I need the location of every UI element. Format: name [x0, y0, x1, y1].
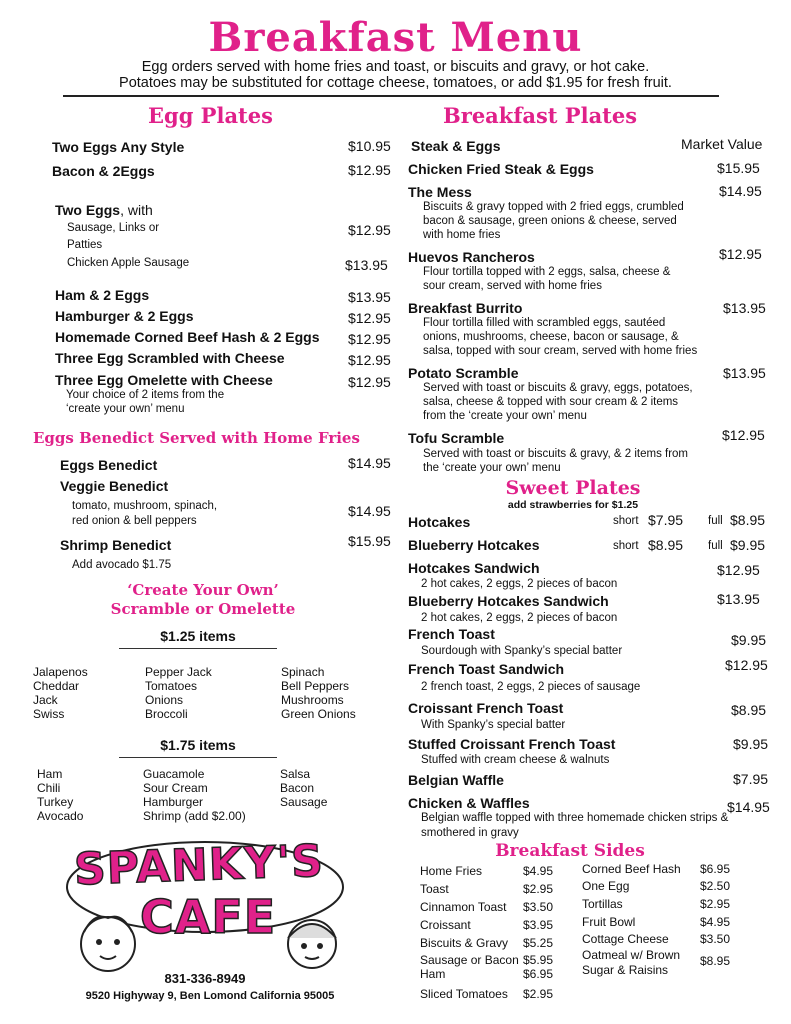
- the-mess: The Mess: [408, 184, 472, 200]
- hotcakes-sandwich-price: $12.95: [717, 562, 760, 578]
- veggie-benedict-price: $14.95: [348, 503, 391, 519]
- eggs-benedict: Eggs Benedict: [60, 457, 158, 473]
- items-175-heading: $1.75 items: [160, 737, 236, 753]
- spankys-cafe-logo: [60, 832, 350, 972]
- topping: Sausage: [280, 795, 328, 809]
- blueberry-hotcakes-sandwich-desc: 2 hot cakes, 2 eggs, 2 pieces of bacon: [421, 612, 618, 624]
- desc-line: Served with toast or biscuits & gravy, & 2 items from: [423, 448, 689, 460]
- potato-scramble-price: $13.95: [723, 365, 766, 381]
- header-divider: [63, 95, 719, 97]
- french-toast-sandwich-desc: 2 french toast, 2 eggs, 2 pieces of sausage: [421, 681, 641, 693]
- chicken-fried-steak: Chicken Fried Steak & Eggs: [408, 161, 594, 177]
- topping: Green Onions: [281, 707, 356, 721]
- the-mess-desc: [423, 200, 684, 242]
- french-toast-sandwich: French Toast Sandwich: [408, 661, 565, 677]
- huevos-rancheros-desc: [423, 265, 670, 293]
- blueberry-full-price: $9.95: [730, 537, 766, 553]
- side-item: Sugar & Raisins: [582, 963, 669, 977]
- blueberry-short-price: $8.95: [648, 537, 684, 553]
- chicken-apple-sausage: Chicken Apple Sausage: [67, 257, 190, 269]
- items-125-col-3: [281, 665, 356, 721]
- stuffed-croissant-french-toast-desc: Stuffed with cream cheese & walnuts: [421, 754, 610, 766]
- veggie-benedict-desc-2: red onion & bell peppers: [72, 515, 197, 527]
- chicken-fried-steak-price: $15.95: [717, 160, 760, 176]
- breakfast-plates-heading: Breakfast Plates: [443, 103, 638, 128]
- topping: Mushrooms: [281, 693, 344, 707]
- omelette-desc-line-1: Your choice of 2 items from the: [66, 389, 225, 401]
- omelette-desc-line-2: ‘create your own’ menu: [66, 403, 185, 415]
- items-125-heading: $1.25 items: [160, 628, 236, 644]
- topping: Swiss: [33, 707, 65, 721]
- desc-line: Biscuits & gravy topped with 2 fried eggs, crumbled: [423, 201, 684, 213]
- veggie-benedict-desc-1: tomato, mushroom, spinach,: [72, 500, 218, 512]
- items-175-col-1: [37, 767, 83, 823]
- three-egg-scrambled-price: $12.95: [348, 352, 391, 368]
- side-price: $2.95: [523, 987, 554, 1001]
- topping: Chili: [37, 781, 61, 795]
- topping: Onions: [145, 693, 184, 707]
- desc-line: with home fries: [423, 229, 501, 241]
- hotcakes-full-label: full: [708, 515, 723, 527]
- items-125-col-2: [145, 665, 212, 721]
- hotcakes: Hotcakes: [408, 514, 471, 530]
- phone-number: 831-336-8949: [164, 971, 246, 986]
- ham-eggs-price: $13.95: [348, 289, 391, 305]
- strawberries-note: add strawberries for $1.25: [507, 499, 639, 511]
- side-item: Cinnamon Toast: [420, 900, 507, 914]
- french-toast: French Toast: [408, 626, 495, 642]
- blueberry-hotcakes-sandwich-price: $13.95: [717, 591, 760, 607]
- desc-line: Flour tortilla topped with 2 eggs, salsa, cheese &: [423, 266, 671, 278]
- side-item: Corned Beef Hash: [582, 862, 681, 876]
- hotcakes-full-price: $8.95: [730, 512, 766, 528]
- desc-line: salsa, cheese & topped with sour cream & 2 items: [423, 396, 679, 408]
- two-eggs-any-style: Two Eggs Any Style: [52, 139, 185, 155]
- side-price: $4.95: [523, 864, 554, 878]
- desc-line: the ‘create your own’ menu: [423, 462, 561, 474]
- side-item: Oatmeal w/ Brown: [582, 948, 681, 962]
- potato-scramble-desc: [423, 381, 693, 423]
- side-price: $3.50: [523, 900, 554, 914]
- desc-line: Served with toast or biscuits & gravy, eggs, potatoes,: [423, 382, 693, 394]
- ham-eggs: Ham & 2 Eggs: [55, 287, 150, 303]
- side-price: $6.95: [523, 967, 554, 981]
- corned-beef-hash-eggs-price: $12.95: [348, 331, 391, 347]
- side-price: $3.95: [523, 918, 554, 932]
- blueberry-hotcakes-sandwich: Blueberry Hotcakes Sandwich: [408, 593, 609, 609]
- the-mess-price: $14.95: [719, 183, 762, 199]
- chicken-waffles-price: $14.95: [727, 799, 770, 815]
- tofu-scramble-price: $12.95: [722, 427, 765, 443]
- sweet-plates-heading: Sweet Plates: [505, 477, 641, 499]
- side-price: $2.95: [700, 897, 731, 911]
- kid-face-right-icon: [288, 920, 336, 968]
- huevos-rancheros: Huevos Rancheros: [408, 249, 535, 265]
- side-price: $2.95: [523, 882, 554, 896]
- chicken-waffles: Chicken & Waffles: [408, 795, 530, 811]
- french-toast-sandwich-price: $12.95: [725, 657, 768, 673]
- topping: Salsa: [280, 767, 311, 781]
- topping: Ham: [37, 767, 63, 781]
- french-toast-price: $9.95: [731, 632, 767, 648]
- side-price: $3.50: [700, 932, 731, 946]
- topping: Avocado: [37, 809, 84, 823]
- croissant-french-toast: Croissant French Toast: [408, 700, 564, 716]
- topping: Cheddar: [33, 679, 80, 693]
- bacon-eggs-price: $12.95: [348, 162, 391, 178]
- logo-line-1: SPANKY'S: [73, 835, 325, 896]
- address: 9520 Highyway 9, Ben Lomond California 95005: [85, 990, 335, 1002]
- side-item: Home Fries: [420, 864, 483, 878]
- sausage-option-line-2: Patties: [67, 239, 103, 251]
- side-price: $5.95: [523, 953, 554, 967]
- side-price: $2.50: [700, 879, 731, 893]
- two-eggs-any-style-price: $10.95: [348, 138, 391, 154]
- topping: Shrimp (add $2.00): [143, 809, 246, 823]
- topping: Bell Peppers: [281, 679, 350, 693]
- stuffed-croissant-french-toast-price: $9.95: [733, 736, 769, 752]
- potato-scramble: Potato Scramble: [408, 365, 519, 381]
- shrimp-benedict: Shrimp Benedict: [60, 537, 172, 553]
- create-your-own-heading-2: Scramble or Omelette: [110, 600, 296, 618]
- items-175-col-3: [280, 767, 327, 809]
- hotcakes-short-price: $7.95: [648, 512, 684, 528]
- hamburger-eggs: Hamburger & 2 Eggs: [55, 308, 194, 324]
- subtitle-line-2: Potatoes may be substituted for cottage cheese, tomatoes, or add $1.95 for fresh fruit.: [119, 75, 672, 91]
- corned-beef-hash-eggs: Homemade Corned Beef Hash & 2 Eggs: [55, 329, 320, 345]
- hamburger-eggs-price: $12.95: [348, 310, 391, 326]
- belgian-waffle-price: $7.95: [733, 771, 769, 787]
- stuffed-croissant-french-toast: Stuffed Croissant French Toast: [408, 736, 616, 752]
- breakfast-sides-heading: Breakfast Sides: [495, 841, 645, 861]
- topping: Jack: [33, 693, 58, 707]
- hotcakes-short-label: short: [613, 515, 639, 527]
- chicken-apple-sausage-price: $13.95: [345, 257, 388, 273]
- desc-line: salsa, topped with sour cream, served with home fries: [423, 345, 698, 357]
- belgian-waffle: Belgian Waffle: [408, 772, 504, 788]
- side-item: Croissant: [420, 918, 471, 932]
- two-eggs-with-name: Two Eggs: [55, 202, 121, 218]
- topping: Sour Cream: [143, 781, 208, 795]
- desc-line: onions, mushrooms, cheese, bacon or sausage, &: [423, 331, 679, 343]
- side-price: $8.95: [700, 954, 731, 968]
- page-title: Breakfast Menu: [208, 14, 583, 61]
- side-item: Cottage Cheese: [582, 932, 669, 946]
- breakfast-burrito-desc: [423, 316, 697, 358]
- topping: Guacamole: [143, 767, 205, 781]
- three-egg-scrambled: Three Egg Scrambled with Cheese: [55, 350, 285, 366]
- desc-line: from the ‘create your own’ menu: [423, 410, 587, 422]
- desc-line: Flour tortilla filled with scrambled eggs, sautéed: [423, 317, 666, 329]
- topping: Broccoli: [145, 707, 188, 721]
- huevos-rancheros-price: $12.95: [719, 246, 762, 262]
- shrimp-benedict-price: $15.95: [348, 533, 391, 549]
- desc-line: sour cream, served with home fries: [423, 280, 602, 292]
- items-175-col-2: [143, 767, 246, 823]
- items-175-underline: [119, 757, 277, 758]
- three-egg-omelette: Three Egg Omelette with Cheese: [55, 372, 273, 388]
- croissant-french-toast-desc: With Spanky’s special batter: [421, 719, 566, 731]
- two-eggs-with: [55, 202, 153, 218]
- kid-face-left-icon: [81, 917, 135, 971]
- desc-line: bacon & sausage, green onions & cheese, served: [423, 215, 677, 227]
- add-avocado: Add avocado $1.75: [72, 559, 172, 571]
- topping: Tomatoes: [145, 679, 198, 693]
- topping: Turkey: [37, 795, 74, 809]
- eggs-benedict-price: $14.95: [348, 455, 391, 471]
- benedict-heading: Eggs Benedict Served with Home Fries: [33, 429, 360, 447]
- subtitle-line-1: Egg orders served with home fries and toast, or biscuits and gravy, or hot cake.: [141, 59, 650, 75]
- side-item: Ham: [420, 967, 446, 981]
- steak-eggs-price: Market Value: [681, 136, 763, 152]
- tofu-scramble-desc: [423, 447, 688, 475]
- side-item: Fruit Bowl: [582, 915, 636, 929]
- topping: Jalapenos: [33, 665, 88, 679]
- side-item: Toast: [420, 882, 449, 896]
- blueberry-full-label: full: [708, 540, 723, 552]
- chicken-waffles-desc-1: Belgian waffle topped with three homemade chicken strips &: [421, 812, 729, 824]
- blueberry-short-label: short: [613, 540, 639, 552]
- two-eggs-with-suffix: , with: [120, 202, 153, 218]
- side-item: Sausage or Bacon: [420, 953, 519, 967]
- three-egg-omelette-price: $12.95: [348, 374, 391, 390]
- breakfast-burrito-price: $13.95: [723, 300, 766, 316]
- sausage-option-price: $12.95: [348, 222, 391, 238]
- topping: Hamburger: [143, 795, 204, 809]
- croissant-french-toast-price: $8.95: [731, 702, 767, 718]
- veggie-benedict: Veggie Benedict: [60, 478, 169, 494]
- logo-line-2: CAFE: [140, 890, 277, 944]
- side-price: $6.95: [700, 862, 731, 876]
- items-125-underline: [119, 648, 277, 649]
- sausage-option-line-1: Sausage, Links or: [67, 222, 160, 234]
- tofu-scramble: Tofu Scramble: [408, 430, 505, 446]
- side-item: Biscuits & Gravy: [420, 936, 509, 950]
- breakfast-burrito: Breakfast Burrito: [408, 300, 523, 316]
- steak-eggs: Steak & Eggs: [411, 138, 501, 154]
- topping: Spinach: [281, 665, 325, 679]
- items-125-col-1: [33, 665, 88, 721]
- chicken-waffles-desc-2: smothered in gravy: [421, 827, 519, 839]
- topping: Bacon: [280, 781, 315, 795]
- blueberry-hotcakes: Blueberry Hotcakes: [408, 537, 540, 553]
- side-item: Sliced Tomatoes: [420, 987, 508, 1001]
- french-toast-desc: Sourdough with Spanky’s special batter: [421, 645, 623, 657]
- egg-plates-heading: Egg Plates: [148, 103, 273, 128]
- hotcakes-sandwich: Hotcakes Sandwich: [408, 560, 540, 576]
- side-price: $5.25: [523, 936, 554, 950]
- create-your-own-heading-1: ‘Create Your Own’: [127, 581, 279, 599]
- topping: Pepper Jack: [145, 665, 212, 679]
- side-item: Tortillas: [582, 897, 623, 911]
- bacon-eggs: Bacon & 2Eggs: [52, 163, 155, 179]
- side-item: One Egg: [582, 879, 630, 893]
- side-price: $4.95: [700, 915, 731, 929]
- hotcakes-sandwich-desc: 2 hot cakes, 2 eggs, 2 pieces of bacon: [421, 578, 618, 590]
